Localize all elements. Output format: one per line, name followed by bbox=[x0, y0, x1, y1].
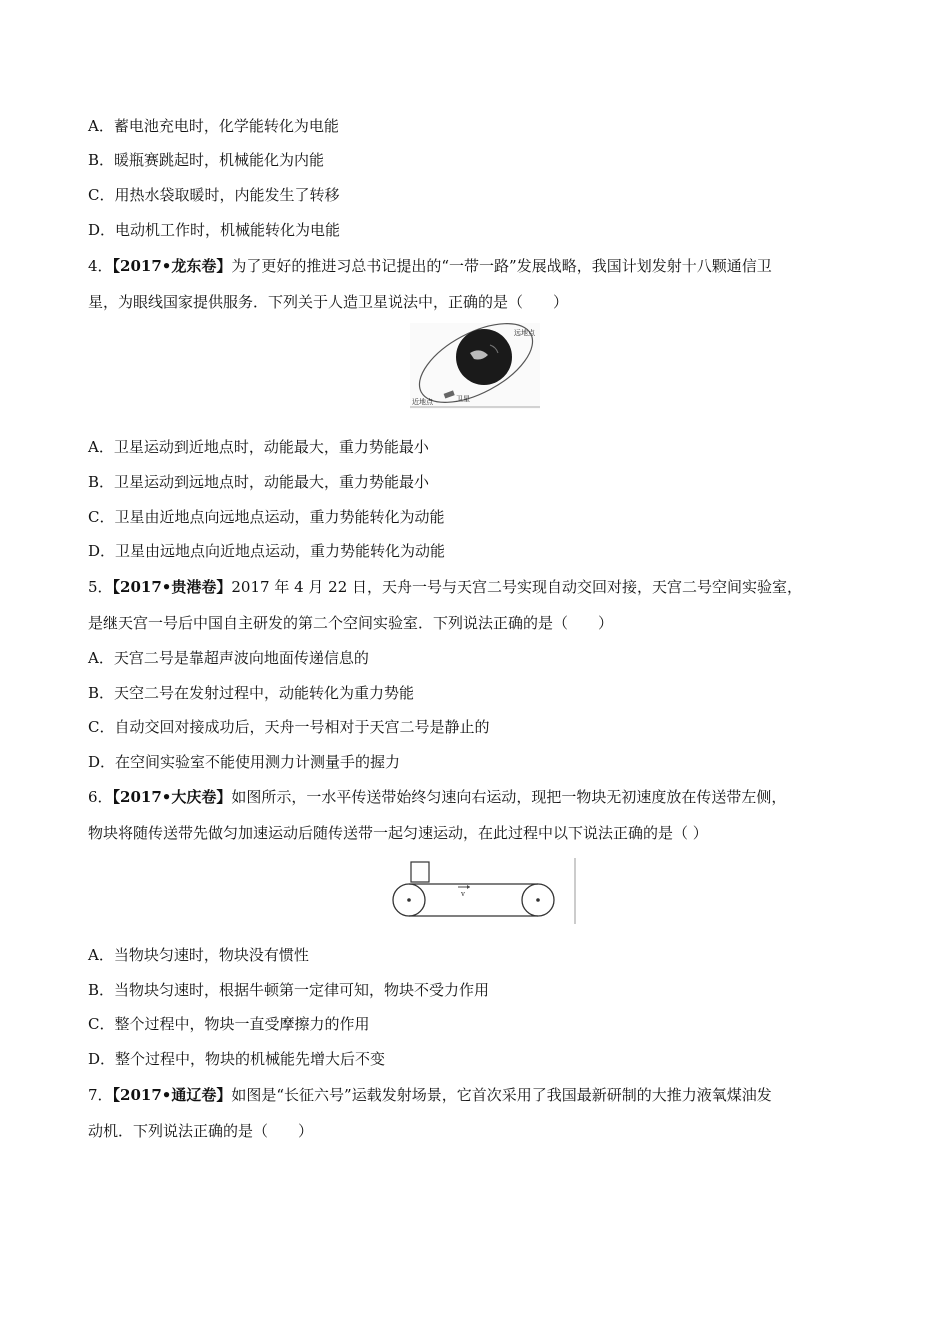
q4-stem-line2: 星，为眼线国家提供服务．下列关于人造卫星说法中，正确的是（ ） bbox=[88, 293, 569, 311]
conveyor-belt-figure bbox=[372, 856, 578, 926]
q6-stem-text: 如图所示，一水平传送带始终匀速向右运动，现把一物块无初速度放在传送带左侧， bbox=[231, 788, 787, 806]
q7-source: 【2017•通辽卷】 bbox=[112, 1086, 232, 1104]
q6-option-c: C．整个过程中，物块一直受摩擦力的作用 bbox=[88, 1015, 370, 1033]
q6-option-a: A．当物块匀速时，物块没有惯性 bbox=[88, 946, 309, 964]
q5-stem-line1 bbox=[88, 577, 802, 597]
q3-option-d: D．电动机工作时，机械能转化为电能 bbox=[88, 221, 341, 239]
q6-number: 6． bbox=[88, 788, 113, 806]
q5-source: 【2017•贵港卷】 bbox=[112, 578, 232, 596]
q7-stem-line1 bbox=[88, 1085, 772, 1105]
q4-option-c: C．卫星由近地点向远地点运动，重力势能转化为动能 bbox=[88, 508, 445, 526]
q4-option-d: D．卫星由远地点向近地点运动，重力势能转化为动能 bbox=[88, 542, 446, 560]
q7-number: 7． bbox=[88, 1086, 113, 1104]
q7-stem-line2: 动机．下列说法正确的是（ ） bbox=[88, 1122, 314, 1140]
q5-option-c: C．自动交回对接成功后，天舟一号相对于天宫二号是静止的 bbox=[88, 718, 490, 736]
near-point-label: 近地点 bbox=[412, 398, 433, 406]
satellite-orbit-figure bbox=[410, 323, 540, 409]
q3-option-a: A．蓄电池充电时，化学能转化为电能 bbox=[88, 117, 339, 135]
q5-stem-line2: 是继天宫一号后中国自主研发的第二个空间实验室．下列说法正确的是（ ） bbox=[88, 614, 614, 632]
q6-stem-line2: 物块将随传送带先做匀加速运动后随传送带一起匀速运动，在此过程中以下说法正确的是（ ） bbox=[88, 824, 708, 842]
q5-stem-text: 2017 年 4 月 22 日，天舟一号与天宫二号实现自动交回对接，天宫二号空间实验室， bbox=[231, 578, 803, 596]
far-point-label: 远地点 bbox=[514, 329, 535, 337]
q3-option-c: C．用热水袋取暖时，内能发生了转移 bbox=[88, 186, 340, 204]
q7-stem-text: 如图是“长征六号”运载发射场景，它首次采用了我国最新研制的大推力液氧煤油发 bbox=[231, 1086, 772, 1104]
q4-source: 【2017•龙东卷】 bbox=[112, 257, 232, 275]
q5-option-d: D．在空间实验室不能使用测力计测量手的握力 bbox=[88, 753, 401, 771]
q5-option-b: B．天空二号在发射过程中，动能转化为重力势能 bbox=[88, 684, 415, 702]
q5-number: 5． bbox=[88, 578, 113, 596]
q4-stem-line1 bbox=[88, 256, 772, 276]
velocity-label: v bbox=[461, 890, 465, 898]
q4-stem-text: 为了更好的推进习总书记提出的“一带一路”发展战略，我国计划发射十八颗通信卫 bbox=[231, 257, 772, 275]
q6-stem-line1 bbox=[88, 787, 786, 807]
satellite-label: 卫星 bbox=[456, 395, 470, 403]
q4-option-a: A．卫星运动到近地点时，动能最大，重力势能最小 bbox=[88, 438, 429, 456]
q5-option-a: A．天宫二号是靠超声波向地面传递信息的 bbox=[88, 649, 369, 667]
q6-option-b: B．当物块匀速时，根据牛顿第一定律可知，物块不受力作用 bbox=[88, 981, 490, 999]
q4-number: 4． bbox=[88, 257, 113, 275]
q6-source: 【2017•大庆卷】 bbox=[112, 788, 232, 806]
q4-option-b: B．卫星运动到远地点时，动能最大，重力势能最小 bbox=[88, 473, 430, 491]
q3-option-b: B．暖瓶赛跳起时，机械能化为内能 bbox=[88, 151, 325, 169]
q6-option-d: D．整个过程中，物块的机械能先增大后不变 bbox=[88, 1050, 386, 1068]
